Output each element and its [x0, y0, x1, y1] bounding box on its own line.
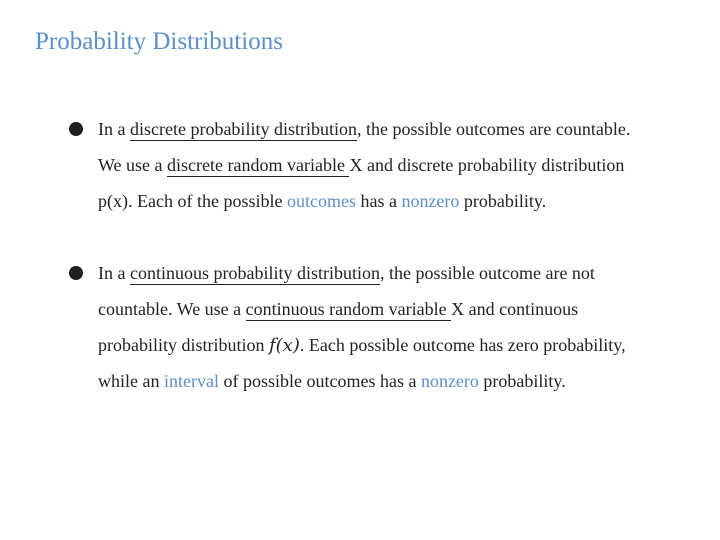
text: X and discrete probability distribution [349, 155, 625, 175]
bullet-point-icon [69, 122, 83, 136]
text: countable. We use a [98, 299, 246, 319]
text: probability distribution [98, 335, 269, 355]
text: X and continuous [451, 299, 579, 319]
bullet-line [98, 291, 698, 327]
bullet-point-icon [69, 266, 83, 280]
bullet-discrete [98, 111, 698, 219]
bullet-line [98, 147, 698, 183]
term-continuous-probability-distribution: continuous probability distribution [129, 263, 380, 283]
text: has a [355, 191, 402, 211]
text: , the possible outcome are not [379, 263, 595, 283]
term-continuous-random-variable: continuous random variable [245, 299, 452, 319]
highlight-interval: interval [163, 371, 219, 391]
text: We use a [98, 155, 168, 175]
bullet-line [98, 327, 698, 363]
highlight-nonzero: nonzero [420, 371, 479, 391]
text: . Each possible outcome has zero probability, [299, 335, 626, 355]
text: In a [98, 119, 130, 139]
text: while an [98, 371, 164, 391]
text: p(x). Each of the possible [98, 191, 287, 211]
math-f-of-x: f(x) [269, 335, 300, 356]
text: probability. [459, 191, 547, 211]
bullet-continuous [98, 255, 698, 399]
term-discrete-random-variable: discrete random variable [167, 155, 350, 175]
highlight-outcomes: outcomes [286, 191, 356, 211]
highlight-nonzero: nonzero [401, 191, 460, 211]
text: In a [98, 263, 130, 283]
text: , the possible outcomes are countable. [356, 119, 631, 139]
slide-title: Probability Distributions [35, 28, 283, 55]
bullet-line [98, 111, 698, 147]
text: of possible outcomes has a [218, 371, 421, 391]
bullet-line [98, 363, 698, 399]
term-discrete-probability-distribution: discrete probability distribution [129, 119, 357, 139]
bullet-line [98, 255, 698, 291]
bullet-line [98, 183, 698, 219]
text: probability. [478, 371, 566, 391]
